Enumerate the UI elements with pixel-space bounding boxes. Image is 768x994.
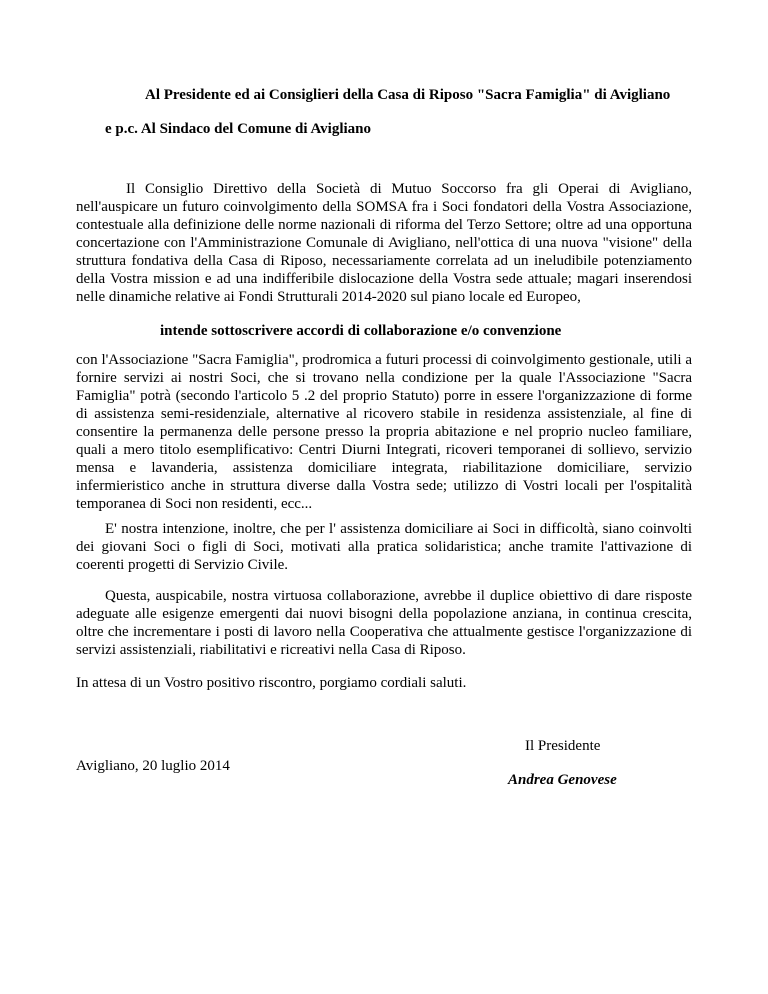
addressee-line-2: e p.c. Al Sindaco del Comune di Avigliano bbox=[105, 121, 372, 137]
intent-statement: intende sottoscrivere accordi di collaborazione e/o convenzione bbox=[160, 323, 562, 339]
date-line: Avigliano, 20 luglio 2014 bbox=[76, 758, 230, 774]
body-paragraph-2: con l'Associazione "Sacra Famiglia", prodromica a futuri processi di coinvolgimento gestionale, utili a fornire servizi ai nostri Soci, che si trovano nella condizione per la quale l'Associazione "Sacra Famiglia" potrà (secondo l'articolo 5 .2 del proprio Statuto) porre in essere l'organizzazione di forme di assistenza semi-residenziale, alternative al ricovero stabile in residenza assistenziale, al fine di consentire la permanenza delle persone presso la propria abitazione e nel proprio nucleo familiare, quali a mero titolo esemplificativo: Centri Diurni Integrati, ricoveri temporanei di sollievo, servizio mensa e lavanderia, assistenza domiciliare integrata, riabilitazione domiciliare, servizio infermieristico anche in struttura diverse dalla Vostra sede; utilizzo di Vostri locali per l'ospitalità temporanea di Soci non residenti, ecc... bbox=[76, 352, 692, 512]
addressee-line-1: Al Presidente ed ai Consiglieri della Casa di Riposo "Sacra Famiglia" di Avigliano bbox=[145, 87, 671, 103]
signature-role: Il Presidente bbox=[525, 738, 601, 754]
body-paragraph-3: E' nostra intenzione, inoltre, che per l' assistenza domiciliare ai Soci in difficoltà, siano coinvolti dei giovani Soci o figli di Soci, motivati alla pratica solidaristica; anche tramite l'attivazione di coerenti progetti di Servizio Civile. bbox=[76, 521, 692, 573]
signature-name: Andrea Genovese bbox=[508, 772, 617, 788]
body-paragraph-4: Questa, auspicabile, nostra virtuosa collaborazione, avrebbe il duplice obiettivo di dare risposte adeguate alle esigenze emergenti dai nuovi bisogni della popolazione anziana, in continua crescita, oltre che incrementare i posti di lavoro nella Cooperativa che attualmente gestisce l'organizzazione di servizi assistenziali, riabilitativi e ricreativi nella Casa di Riposo. bbox=[76, 588, 692, 658]
closing-paragraph: In attesa di un Vostro positivo riscontro, porgiamo cordiali saluti. bbox=[76, 675, 467, 691]
body-paragraph-1: Il Consiglio Direttivo della Società di Mutuo Soccorso fra gli Operai di Avigliano, nell'auspicare un futuro coinvolgimento della SOMSA fra i Soci fondatori della Vostra Associazione, contestuale alla definizione delle norme nazionali di riforma del Terzo Settore; oltre ad una opportuna concertazione con l'Amministrazione Comunale di Avigliano, nell'ottica di una nuova "visione" della struttura fondativa della Casa di Riposo, necessariamente correlata ad un ineludibile potenziamento della Vostra mission e ad una indifferibile dislocazione della Vostra sede attuale; magari inserendosi nelle dinamiche relative ai Fondi Strutturali 2014-2020 sul piano locale ed Europeo, bbox=[76, 181, 692, 305]
